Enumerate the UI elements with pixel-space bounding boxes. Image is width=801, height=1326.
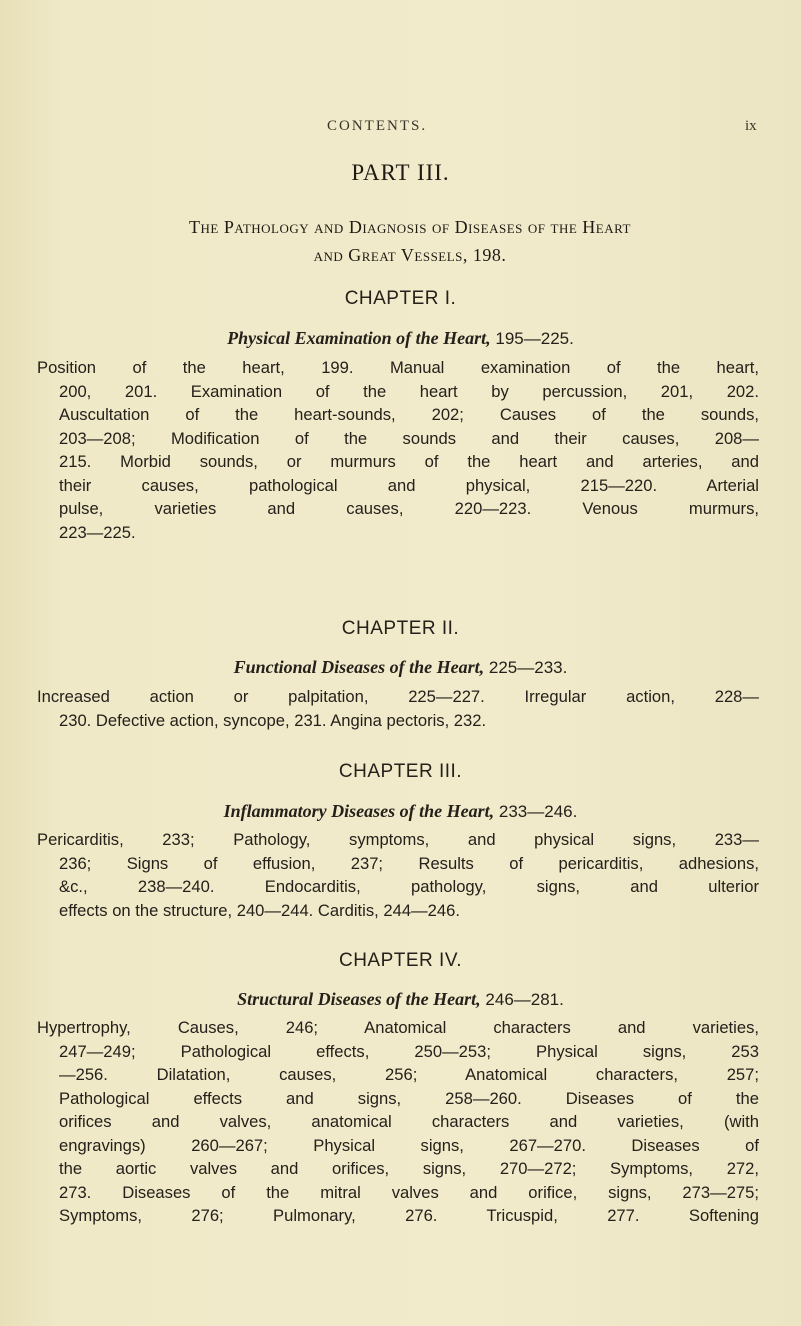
contents-line: 247—249; Pathological effects, 250—253; Physical signs, 253	[59, 1041, 759, 1061]
chapter-subtitle-title: Structural Diseases of the Heart,	[237, 989, 481, 1009]
part-title: PART III.	[351, 160, 450, 185]
contents-line: 215. Morbid sounds, or murmurs of the heart and arteries, and	[59, 452, 759, 471]
contents-line: 223—225.	[59, 522, 136, 542]
contents-line: Pathological effects and signs, 258—260. Diseases of the	[59, 1088, 759, 1108]
chapter-contents	[37, 356, 759, 544]
contents-line: the aortic valves and orifices, signs, 270—272; Symptoms, 272,	[59, 1159, 759, 1178]
chapter-subtitle	[0, 657, 801, 678]
section-title-line: and Great Vessels, 198.	[313, 245, 507, 265]
contents-line: 200, 201. Examination of the heart by percussion, 201, 202.	[59, 381, 759, 401]
chapter-contents	[37, 1016, 759, 1228]
contents-line: orifices and valves, anatomical characters and varieties, (with	[59, 1112, 759, 1131]
running-head	[0, 118, 801, 138]
chapter-subtitle	[0, 989, 801, 1010]
section-title	[40, 213, 780, 269]
contents-line: 236; Signs of effusion, 237; Results of pericarditis, adhesions,	[59, 853, 759, 873]
chapter-contents	[37, 685, 759, 732]
contents-line: Hypertrophy, Causes, 246; Anatomical characters and varieties,	[37, 1018, 759, 1037]
contents-line: 230. Defective action, syncope, 231. Angina pectoris, 232.	[59, 710, 487, 730]
contents-line: &c., 238—240. Endocarditis, pathology, signs, and ulterior	[59, 877, 759, 896]
chapter-subtitle	[0, 801, 801, 822]
chapter-subtitle-pages: 233—246.	[498, 802, 578, 821]
chapter-subtitle	[0, 328, 801, 349]
chapter-subtitle-title: Functional Diseases of the Heart,	[233, 657, 485, 677]
contents-line: pulse, varieties and causes, 220—223. Venous murmurs,	[59, 499, 759, 518]
chapter-heading: CHAPTER III.	[338, 761, 463, 782]
running-head-title: CONTENTS.	[327, 118, 428, 134]
contents-line: Pericarditis, 233; Pathology, symptoms, and physical signs, 233—	[37, 830, 759, 849]
chapter-subtitle-pages: 225—233.	[488, 658, 568, 677]
contents-line: Auscultation of the heart-sounds, 202; Causes of the sounds,	[59, 405, 759, 424]
chapter-subtitle-pages: 246—281.	[485, 990, 564, 1009]
chapter-heading: CHAPTER I.	[344, 288, 457, 309]
chapter-subtitle-title: Inflammatory Diseases of the Heart,	[223, 801, 495, 821]
contents-line: effects on the structure, 240—244. Carditis, 244—246.	[59, 900, 460, 920]
contents-line: Symptoms, 276; Pulmonary, 276. Tricuspid, 277. Softening	[59, 1206, 759, 1225]
chapter-subtitle-title: Physical Examination of the Heart,	[227, 328, 491, 348]
chapter-heading: CHAPTER II.	[341, 618, 460, 639]
contents-line: their causes, pathological and physical, 215—220. Arterial	[59, 475, 759, 495]
chapter-subtitle-pages: 195—225.	[495, 329, 574, 348]
contents-line: engravings) 260—267; Physical signs, 267—270. Diseases of	[59, 1135, 759, 1155]
contents-line: 273. Diseases of the mitral valves and orifice, signs, 273—275;	[59, 1182, 759, 1202]
contents-line: Position of the heart, 199. Manual examination of the heart,	[37, 358, 759, 377]
contents-line: Increased action or palpitation, 225—227. Irregular action, 228—	[37, 687, 759, 706]
chapter-contents	[37, 828, 759, 922]
page-number: ix	[745, 118, 757, 134]
contents-line: —256. Dilatation, causes, 256; Anatomical characters, 257;	[59, 1065, 759, 1084]
chapter-heading: CHAPTER IV.	[338, 950, 463, 971]
section-title-line: The Pathology and Diagnosis of Diseases of the Heart	[189, 217, 631, 237]
contents-line: 203—208; Modification of the sounds and their causes, 208—	[59, 428, 759, 448]
